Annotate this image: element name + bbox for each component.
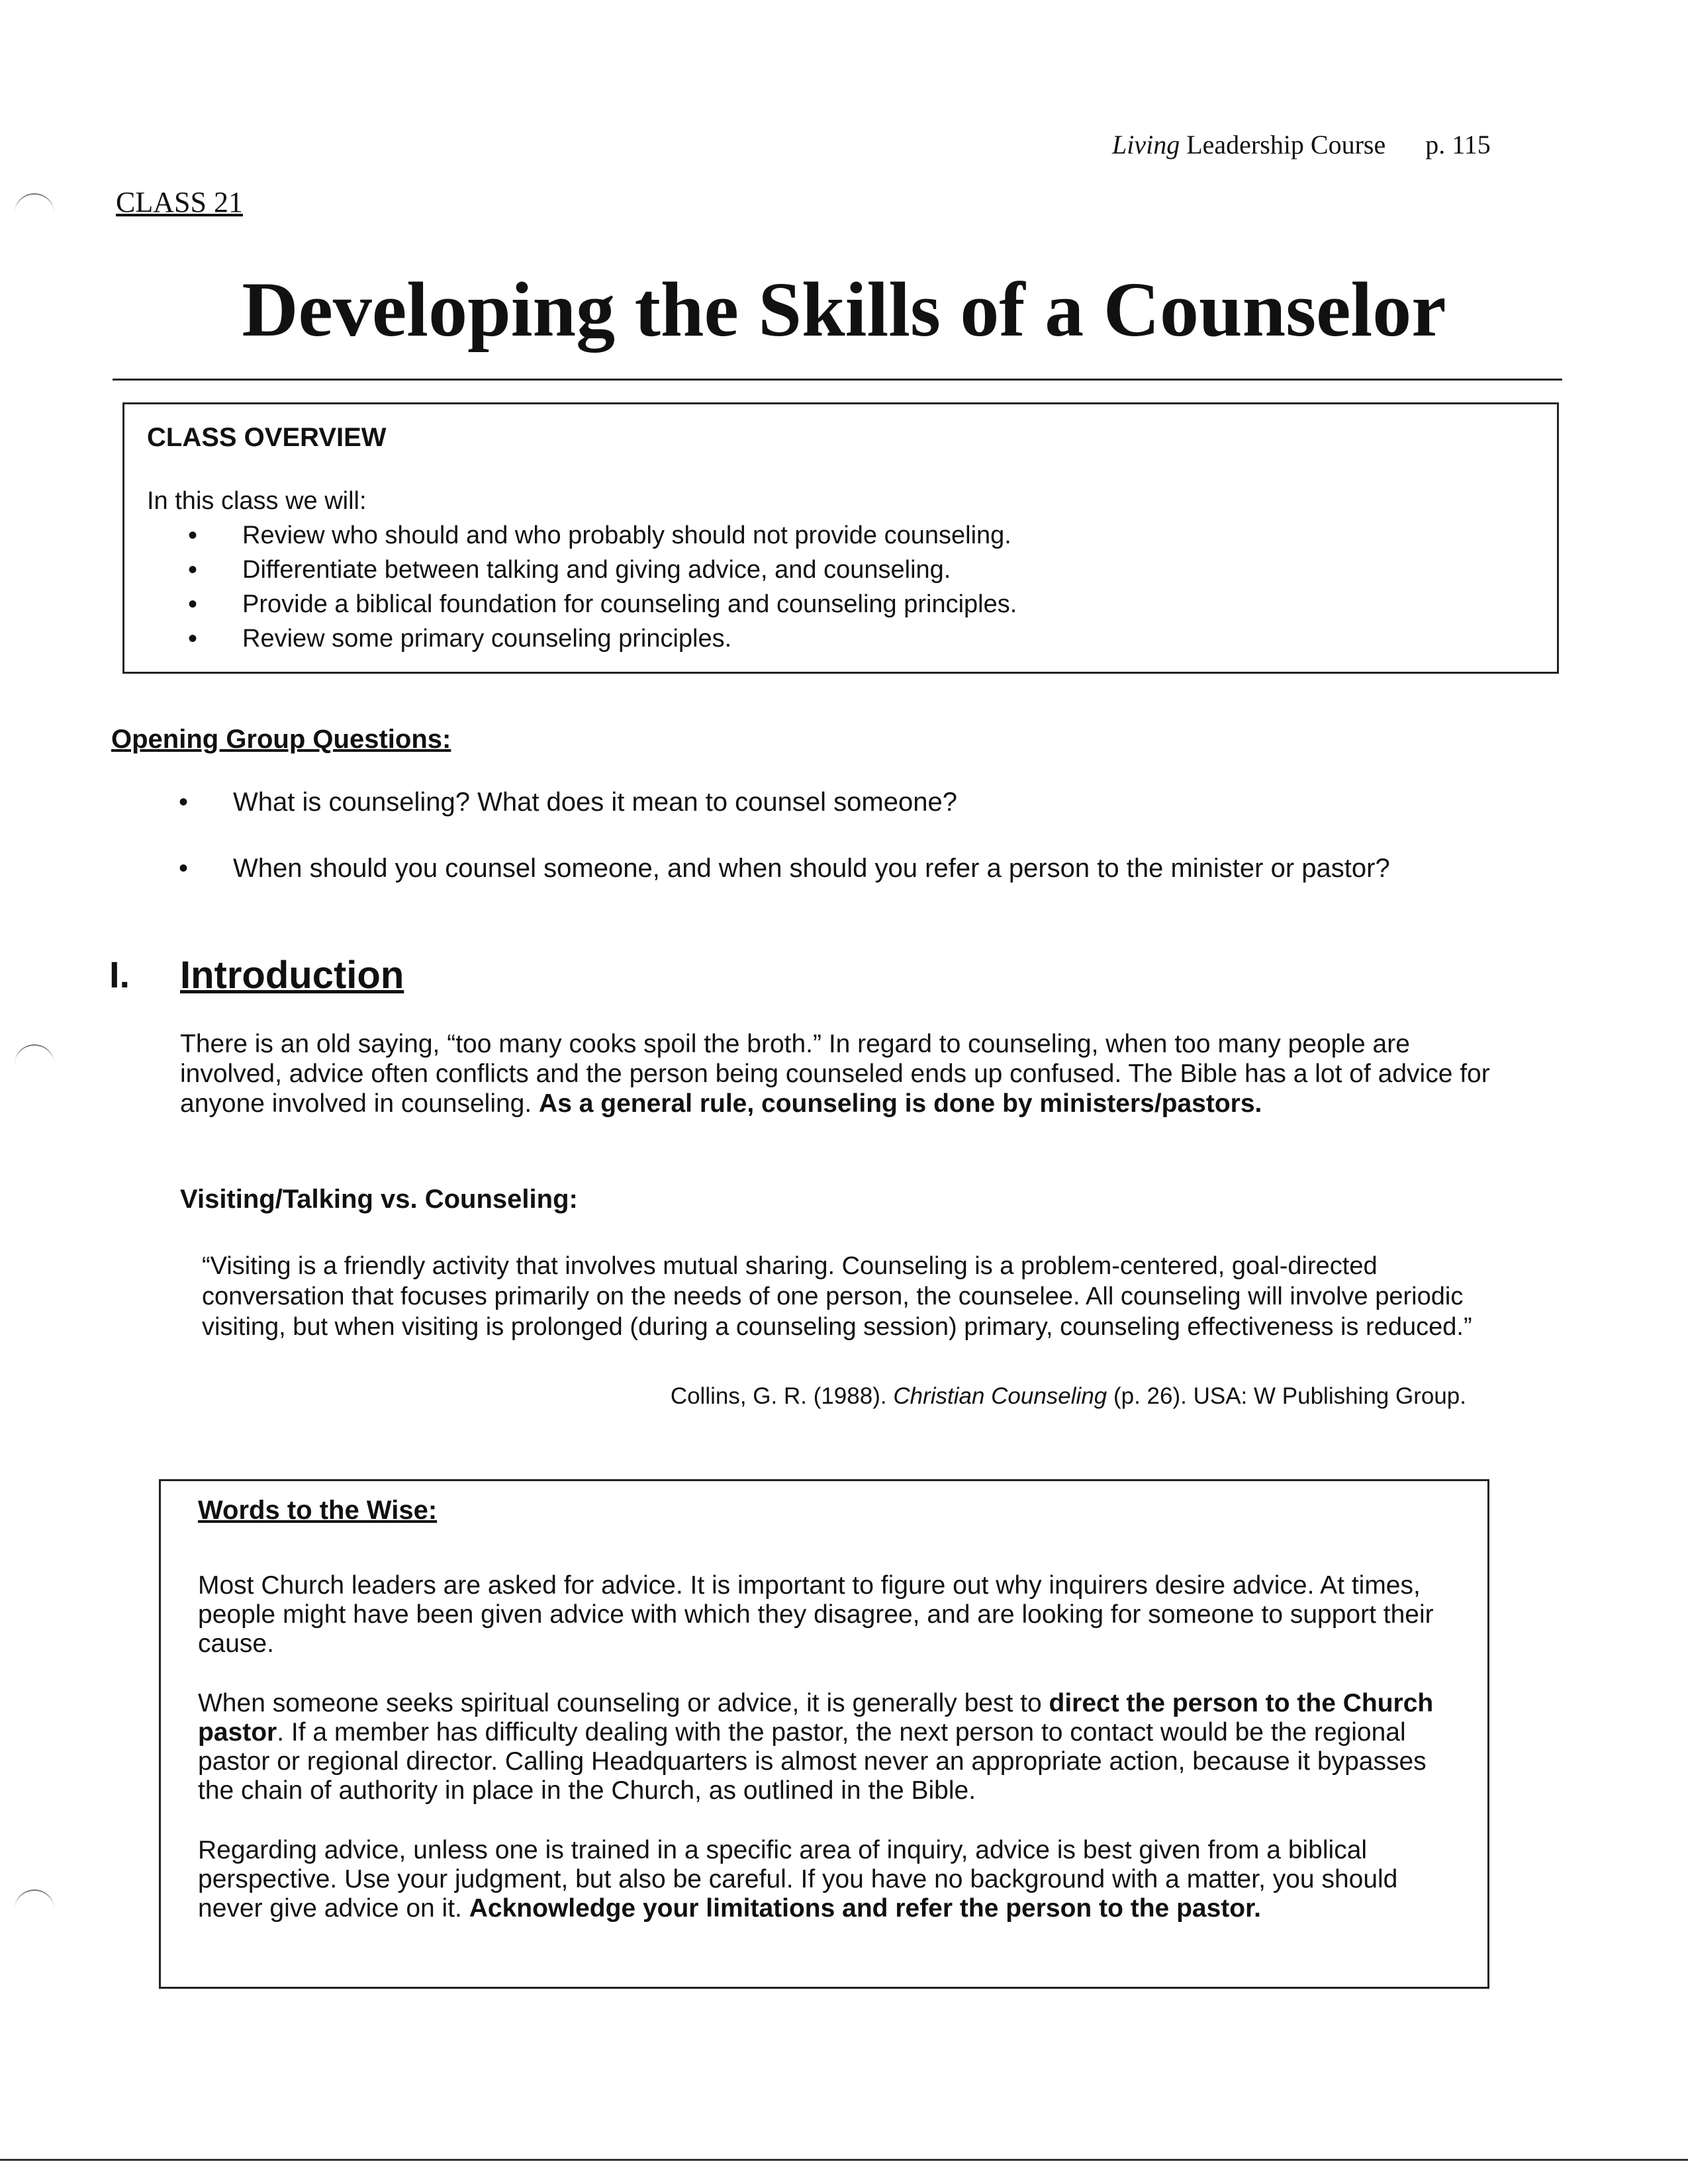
list-item: • When should you counsel someone, and when should you refer a person to the minister or pastor? (132, 850, 1556, 886)
hole-punch-mark (15, 193, 54, 221)
wise-emphasis: Acknowledge your limitations and refer the person to the pastor. (469, 1894, 1261, 1923)
opening-questions-heading: Opening Group Questions: (111, 725, 451, 754)
citation-publisher: (p. 26). USA: W Publishing Group. (1107, 1383, 1466, 1409)
wise-text: Regarding advice, unless one is trained in a specific area of inquiry, advice is best given from a biblical perspective. Use your judgment, but also be careful. If you have no background with a matter, you should never give advice on it. (198, 1836, 1398, 1923)
page-title: Developing the Skills of a Counselor (242, 266, 1446, 353)
citation-title: Christian Counseling (893, 1383, 1107, 1409)
overview-intro: In this class we will: (147, 487, 367, 515)
title-divider (113, 379, 1562, 381)
wise-text: . If a member has difficulty dealing with the pastor, the next person to contact would be the regional pastor or regional director. Calling Headquarters is almost never an appropriate action, because it bypasses the chain of authority in place in the Church, as outlined in the Bible. (198, 1718, 1427, 1805)
intro-emphasis: As a general rule, counseling is done by ministers/pastors. (539, 1089, 1262, 1118)
citation (606, 1383, 1466, 1410)
hole-punch-mark (15, 1889, 54, 1917)
wise-heading: Words to the Wise: (198, 1496, 438, 1525)
intro-text: There is an old saying, “too many cooks spoil the broth.” In regard to counseling, when too many people are involved, advice often conflicts and the person being counseled ends up confused. The Bible has a lot of advice for anyone involved in counseling. (180, 1030, 1490, 1118)
hole-punch-mark (15, 1044, 54, 1072)
list-item: • Provide a biblical foundation for counseling and counseling principles. (147, 587, 1534, 621)
list-item: • What is counseling? What does it mean to counsel someone? (132, 784, 1556, 820)
page-header (1112, 129, 1491, 160)
class-overview-box (122, 402, 1559, 674)
citation-author: Collins, G. R. (1988). (670, 1383, 894, 1409)
words-to-the-wise-box (159, 1479, 1489, 1989)
wise-emphasis: direct the person to the Church pastor (198, 1689, 1434, 1747)
overview-heading: CLASS OVERVIEW (147, 423, 387, 452)
section-heading: Introduction (180, 954, 404, 997)
intro-paragraph (180, 1029, 1504, 1118)
wise-paragraph: Most Church leaders are asked for advice. It is important to figure out why inquirers desire advice. At times, people might have been given advice with which they disagree, and are looking for someone to support their cause. (198, 1571, 1434, 1658)
list-item: • Differentiate between talking and giving advice, and counseling. (147, 553, 1534, 587)
page-number: p. 115 (1425, 130, 1491, 159)
block-quote: “Visiting is a friendly activity that involves mutual sharing. Counseling is a problem-centered, goal-directed conversation that focuses primarily on the needs of one person, the counselee. All counseling will involve periodic visiting, but when visiting is prolonged (during a counseling session) primary, counseling effectiveness is reduced.” (202, 1252, 1472, 1341)
wise-paragraph (198, 1689, 1450, 1805)
section-numeral: I. (109, 954, 130, 995)
course-name: Leadership Course (1180, 130, 1386, 159)
scan-edge-line (0, 2159, 1688, 2161)
visiting-subheading: Visiting/Talking vs. Counseling: (180, 1185, 578, 1214)
opening-questions-list (132, 784, 1556, 917)
list-item: • Review some primary counseling principles. (147, 621, 1534, 656)
class-label: CLASS 21 (116, 186, 243, 218)
list-item: • Review who should and who probably should not provide counseling. (147, 518, 1534, 553)
course-name-italic: Living (1112, 130, 1180, 159)
wise-paragraph (198, 1836, 1450, 1923)
wise-text: When someone seeks spiritual counseling or advice, it is generally best to (198, 1689, 1049, 1717)
overview-list (147, 518, 1534, 656)
